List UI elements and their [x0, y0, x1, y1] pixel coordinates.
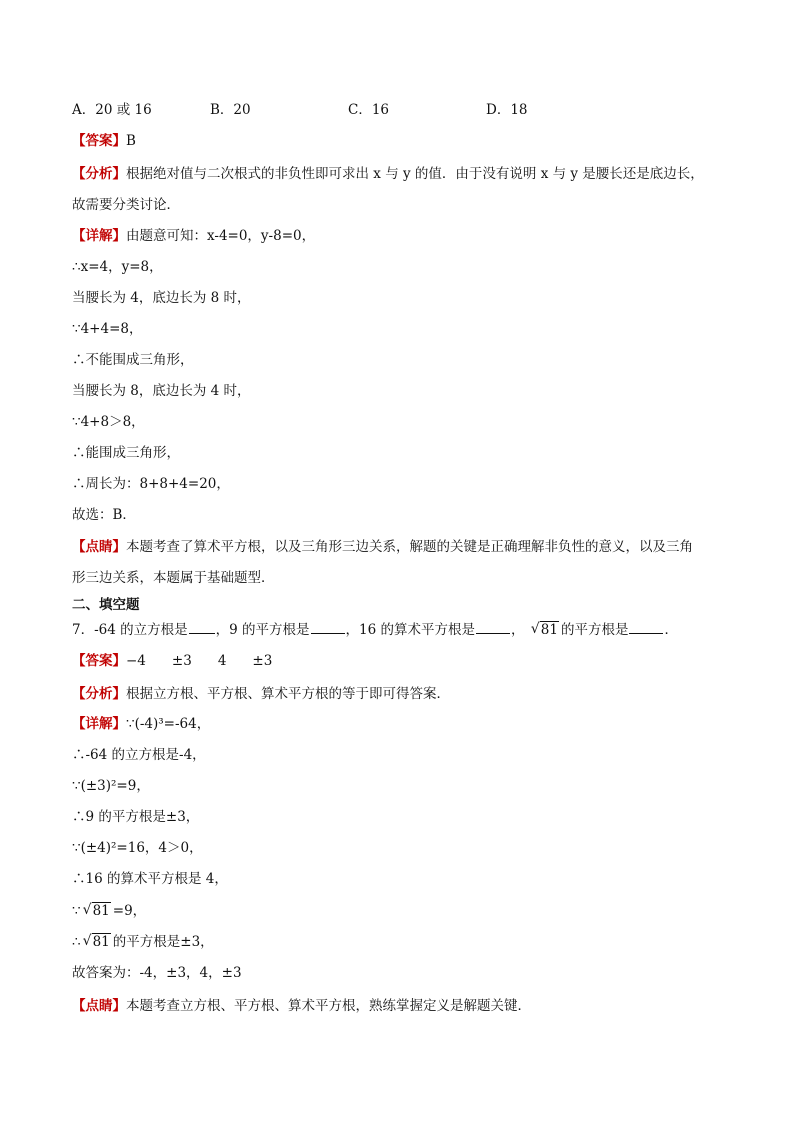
sqrt-81 — [83, 932, 111, 952]
option-a: A．20 或 16 — [72, 102, 152, 118]
q7-analysis-line — [72, 684, 450, 704]
q7-part-4: ， — [511, 622, 525, 638]
answer-blank-4 — [629, 621, 663, 634]
radical-sign-icon: √ — [82, 933, 92, 949]
detail-text: 由题意可知：x-4=0，y-8=0， — [126, 228, 316, 244]
sqrt-81 — [531, 620, 559, 640]
q6-detail-line-7: ∵4+8＞8， — [72, 414, 145, 430]
q6-detail-line-3: 当腰长为 4，底边长为 8 时， — [72, 290, 251, 306]
q6-analysis-line — [72, 164, 704, 184]
q7-detail-line — [72, 714, 210, 734]
answer-blank-2 — [311, 621, 345, 634]
q7-detail-line-3: ∵(±3)²=9， — [72, 778, 150, 794]
comment-tag: 【点睛】 — [72, 998, 126, 1014]
option-c: C．16 — [348, 102, 390, 118]
q7-comment-line — [72, 996, 531, 1016]
detail-text: 的平方根是±3， — [112, 934, 214, 950]
q6-detail-line-2: ∴x=4，y=8， — [72, 259, 163, 275]
q6-detail-line-10: 故选：B． — [72, 507, 136, 523]
comment-text: 本题考查立方根、平方根、算术平方根，熟练掌握定义是解题关键． — [126, 998, 531, 1014]
q7-detail-line-5: ∵(±4)²=16，4＞0， — [72, 840, 203, 856]
q7-detail-line-2: ∴-64 的立方根是-4， — [72, 747, 206, 763]
analysis-tag: 【分析】 — [72, 166, 126, 182]
radicand: 81 — [92, 934, 110, 950]
answer-3: 4 — [217, 653, 227, 669]
answer-1: −4 — [126, 653, 146, 669]
detail-text: =9， — [112, 903, 147, 919]
q6-analysis-line-2: 故需要分类讨论． — [72, 197, 180, 213]
option-b: B．20 — [210, 102, 251, 118]
q7-question — [72, 620, 678, 640]
analysis-tag: 【分析】 — [72, 686, 126, 702]
answer-2: ±3 — [171, 653, 192, 669]
q6-detail-line-9: ∴周长为：8+8+4=20， — [72, 476, 230, 492]
detail-text: ∵(-4)³=-64， — [126, 716, 211, 732]
comment-text: 本题考查了算术平方根，以及三角形三边关系，解题的关键是正确理解非负性的意义，以及三角 — [126, 539, 693, 555]
q6-comment-line-2: 形三边关系，本题属于基础题型． — [72, 570, 275, 586]
comment-tag: 【点睛】 — [72, 539, 126, 555]
q6-detail-line-6: 当腰长为 8，底边长为 4 时， — [72, 383, 251, 399]
q7-detail-line-7 — [72, 901, 146, 921]
answer-4: ±3 — [252, 653, 273, 669]
q7-part-3: ，16 的算术平方根是 — [345, 622, 475, 638]
q6-detail-line-4: ∵4+4=8， — [72, 321, 143, 337]
option-d: D．18 — [486, 102, 528, 118]
q7-detail-line-9: 故答案为：-4，±3，4，±3 — [72, 965, 242, 981]
q7-part-5: 的平方根是 — [560, 622, 629, 638]
q7-part-6: ． — [664, 622, 678, 638]
answer-tag: 【答案】 — [72, 653, 126, 669]
q6-detail-line-8: ∴能围成三角形， — [72, 445, 180, 461]
analysis-text: 根据绝对值与二次根式的非负性即可求出 x 与 y 的值．由于没有说明 x 与 y 是腰长还是底边长， — [126, 166, 704, 182]
q7-answer-line — [72, 651, 272, 671]
detail-tag: 【详解】 — [72, 228, 126, 244]
detail-tag: 【详解】 — [72, 716, 126, 732]
q6-comment-line — [72, 537, 693, 557]
q7-part-1: 7．-64 的立方根是 — [72, 622, 188, 638]
answer-tag: 【答案】 — [72, 133, 126, 149]
q7-detail-line-6: ∴16 的算术平方根是 4， — [72, 871, 228, 887]
section-title: 二、填空题 — [72, 597, 140, 613]
sqrt-81 — [83, 901, 111, 921]
radicand: 81 — [540, 622, 558, 638]
q7-detail-line-8 — [72, 932, 214, 952]
therefore-symbol: ∴ — [72, 934, 81, 950]
radicand: 81 — [92, 903, 110, 919]
q6-answer-line — [72, 131, 136, 151]
q7-part-2: ，9 的平方根是 — [215, 622, 310, 638]
answer-value: B — [126, 133, 136, 149]
because-symbol: ∵ — [72, 903, 81, 919]
answer-blank-3 — [476, 621, 510, 634]
radical-sign-icon: √ — [82, 902, 92, 918]
q6-detail-line — [72, 226, 315, 246]
radical-sign-icon: √ — [530, 621, 540, 637]
answer-blank-1 — [189, 621, 215, 634]
q7-detail-line-4: ∴9 的平方根是±3， — [72, 809, 200, 825]
analysis-text: 根据立方根、平方根、算术平方根的等于即可得答案． — [126, 686, 450, 702]
q6-detail-line-5: ∴不能围成三角形， — [72, 352, 194, 368]
